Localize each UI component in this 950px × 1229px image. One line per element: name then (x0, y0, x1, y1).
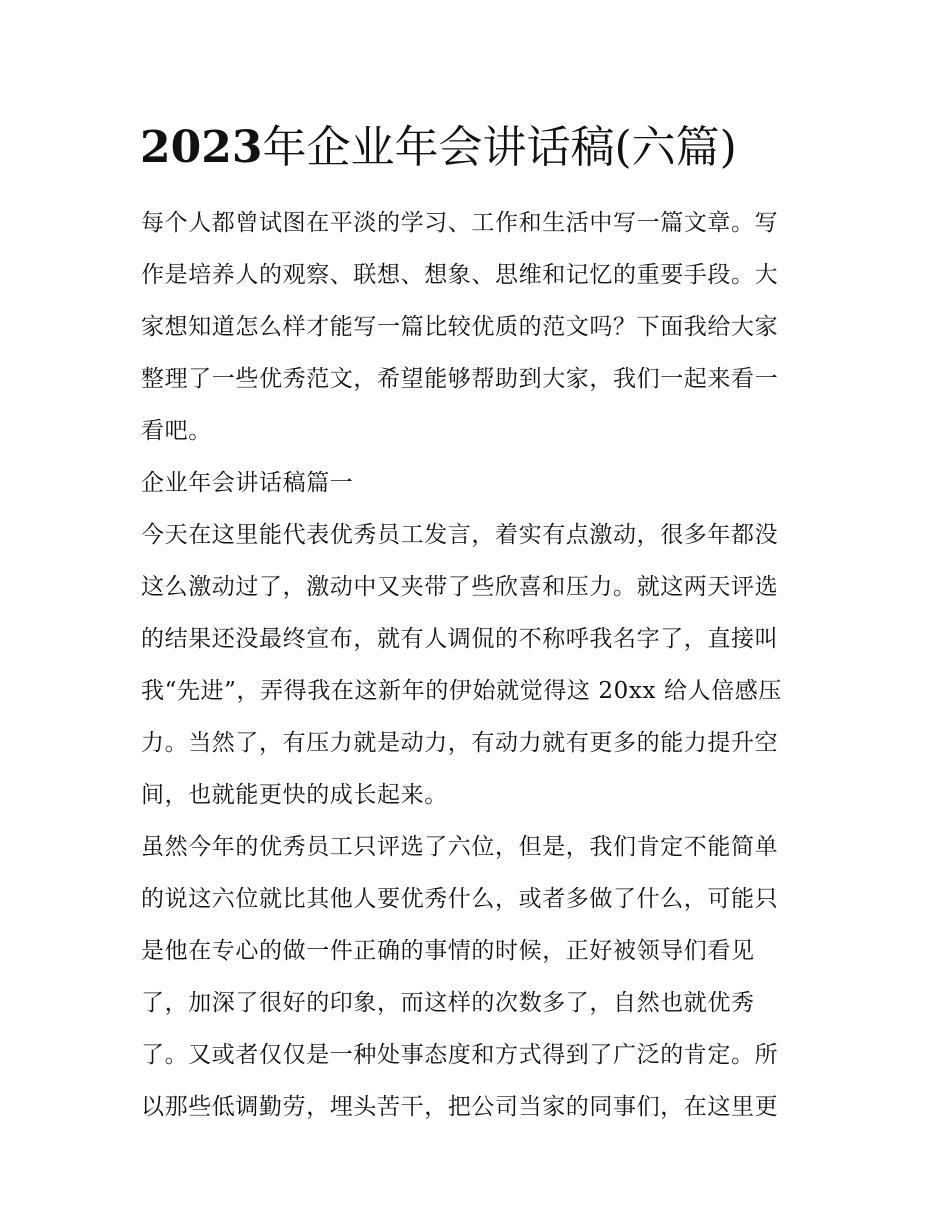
text-line: 力。当然了，有压力就是动力，有动力就有更多的能力提升空 (141, 730, 779, 756)
text-line: 的说这六位就比其他人要优秀什么，或者多做了什么，可能只 (141, 886, 779, 912)
text-line: 作是培养人的观察、联想、想象、思维和记忆的重要手段。大 (141, 262, 779, 288)
text-line: 整理了一些优秀范文，希望能够帮助到大家，我们一起来看一 (141, 366, 779, 392)
text-line: 了，加深了很好的印象，而这样的次数多了，自然也就优秀 (141, 990, 755, 1016)
text-line: 虽然今年的优秀员工只评选了六位，但是，我们肯定不能简单 (141, 834, 779, 860)
document-title (140, 118, 840, 178)
document-body (141, 197, 813, 1133)
title-text: 年企业年会讲话稿(六篇) (262, 122, 737, 173)
text-line: 家想知道怎么样才能写一篇比较优质的范文吗？下面我给大家 (141, 314, 779, 340)
section-heading: 企业年会讲话稿篇一 (141, 470, 354, 496)
text-line: 这么激动过了，激动中又夹带了些欣喜和压力。就这两天评选 (141, 574, 779, 600)
text-line: 是他在专心的做一件正确的事情的时候，正好被领导们看见 (141, 938, 755, 964)
text-line: 今天在这里能代表优秀员工发言，着实有点激动，很多年都没 (141, 522, 779, 548)
title-year: 2023 (140, 122, 263, 173)
text-line: 看吧。 (141, 418, 212, 444)
text-line: 每个人都曾试图在平淡的学习、工作和生活中写一篇文章。写 (141, 210, 779, 236)
text-line: 了。又或者仅仅是一种处事态度和方式得到了广泛的肯定。所 (141, 1042, 779, 1068)
text-line: 间，也就能更快的成长起来。 (141, 782, 448, 808)
text-line: 以那些低调勤劳，埋头苦干，把公司当家的同事们，在这里更 (141, 1094, 779, 1120)
text-line: 的结果还没最终宣布，就有人调侃的不称呼我名字了，直接叫 (141, 626, 779, 652)
text-line: 我“先进”，弄得我在这新年的伊始就觉得这 20xx 给人倍感压 (141, 678, 782, 704)
